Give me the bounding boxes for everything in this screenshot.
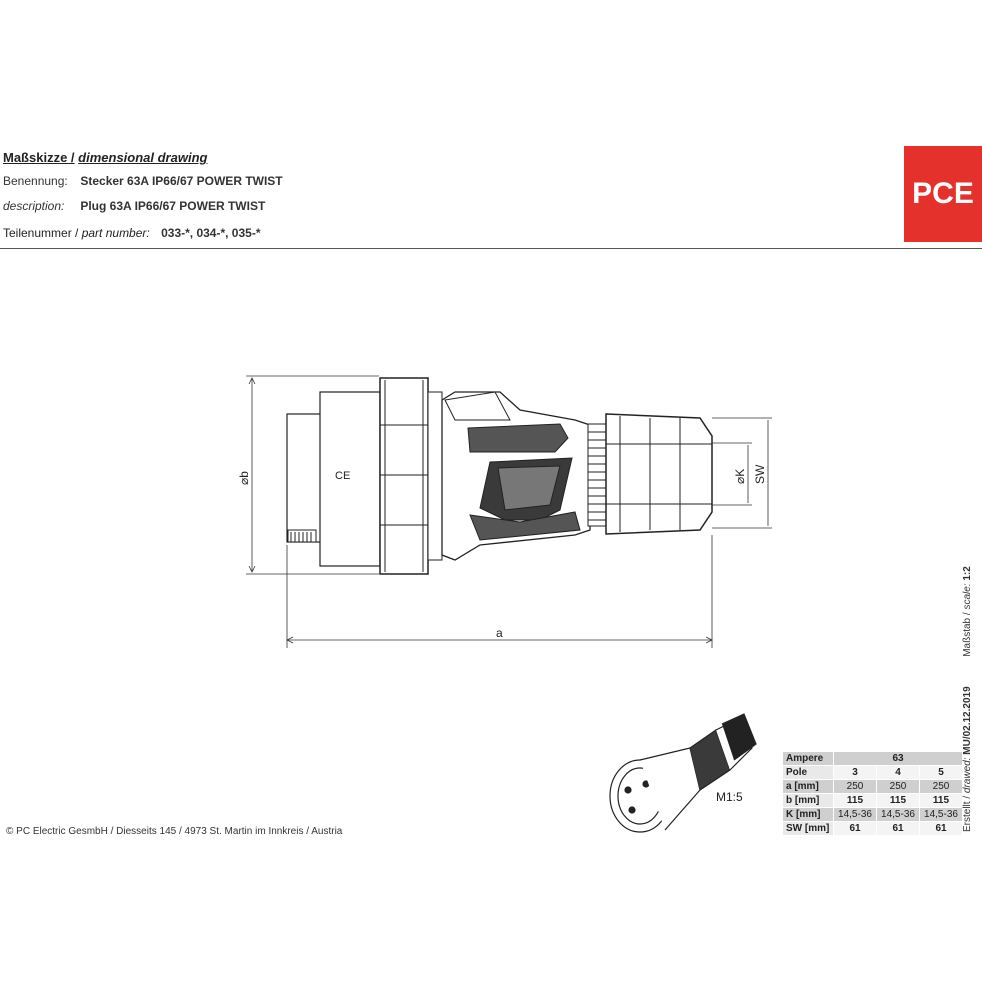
table-row (783, 780, 963, 794)
table-row (783, 766, 963, 780)
dimension-k: ⌀K (733, 468, 747, 484)
scale-label-en: scale: (962, 583, 973, 610)
table-cell: 250 (834, 780, 877, 794)
description-label: description: (3, 199, 65, 213)
table-row (783, 822, 963, 836)
scale-label: Maßstab / (962, 612, 973, 657)
table-header-value: 63 (834, 752, 963, 766)
table-cell: 5 (920, 766, 963, 780)
table-cell: a [mm] (783, 780, 834, 794)
description-value: Plug 63A IP66/67 POWER TWIST (80, 199, 266, 213)
table-cell: 115 (834, 794, 877, 808)
table-cell: 14,5-36 (834, 808, 877, 822)
title-en: dimensional drawing (78, 150, 208, 165)
table-row (783, 808, 963, 822)
table-cell: 14,5-36 (920, 808, 963, 822)
scale-value: 1:2 (962, 566, 973, 581)
part-label: Teilenummer / (3, 226, 79, 240)
part-label-en: part number: (81, 226, 150, 240)
created-label: Erstellt / (962, 795, 973, 832)
gland-nut (606, 414, 712, 534)
name-label: Benennung: (3, 174, 68, 188)
logo-text: PCE (912, 177, 974, 210)
table-cell: 4 (877, 766, 920, 780)
table-cell: 3 (834, 766, 877, 780)
created-label-en: drawed: (962, 757, 973, 794)
name-value: Stecker 63A IP66/67 POWER TWIST (80, 174, 283, 188)
ce-mark: CE (335, 470, 351, 482)
table-cell: 250 (877, 780, 920, 794)
spec-table (782, 751, 963, 836)
table-cell: K [mm] (783, 808, 834, 822)
table-cell: 61 (877, 822, 920, 836)
table-row (783, 752, 963, 766)
table-cell: SW [mm] (783, 822, 834, 836)
copyright-text: © PC Electric GesmbH / Diesseits 145 / 4973 St. Martin im Innkreis / Austria (6, 826, 343, 837)
part-value: 033-*, 034-*, 035-* (161, 226, 261, 240)
table-cell: b [mm] (783, 794, 834, 808)
dimension-b: ⌀b (237, 471, 251, 485)
table-header-label: Ampere (783, 752, 834, 766)
table-cell: 250 (920, 780, 963, 794)
table-cell: 14,5-36 (877, 808, 920, 822)
dimension-sw: SW (753, 464, 767, 484)
title-de: Maßskizze / (3, 150, 75, 165)
created-value: MU/02.12.2019 (962, 686, 973, 755)
cable-thread (588, 424, 606, 526)
table-row (783, 794, 963, 808)
table-cell: 115 (877, 794, 920, 808)
table-cell: 61 (920, 822, 963, 836)
plug-face (287, 414, 322, 542)
drawing-meta (962, 566, 973, 832)
table-cell: 115 (920, 794, 963, 808)
isometric-detail (610, 714, 756, 832)
dimension-a: a (496, 626, 503, 640)
coupling-ring (380, 378, 428, 574)
table-cell: Pole (783, 766, 834, 780)
table-cell: 61 (834, 822, 877, 836)
detail-scale: M1:5 (716, 790, 743, 804)
grip-pad-top (468, 424, 568, 452)
